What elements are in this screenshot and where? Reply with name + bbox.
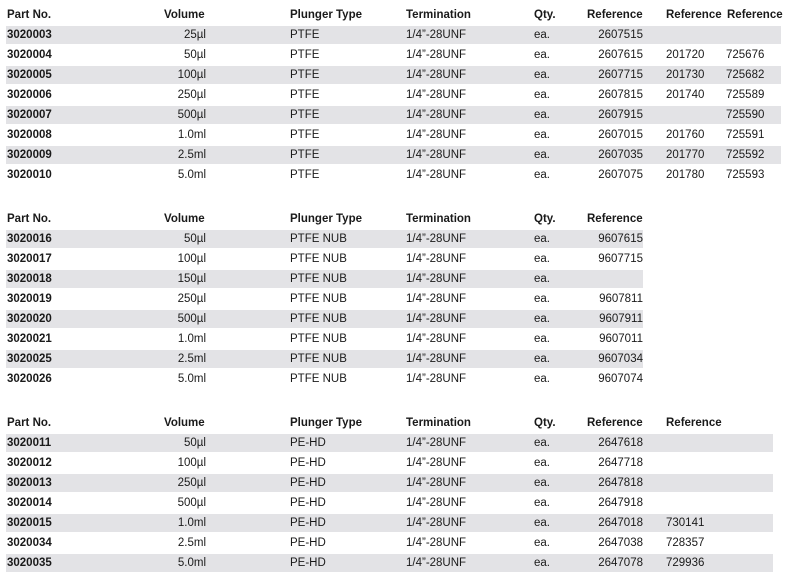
part-no: 3020017 <box>7 253 52 265</box>
termination: 1/4”-28UNF <box>406 457 467 469</box>
termination: 1/4”-28UNF <box>406 273 467 285</box>
termination: 1/4”-28UNF <box>406 313 467 325</box>
plunger-type: PE-HD <box>290 437 326 449</box>
part-no: 3020007 <box>7 109 52 121</box>
reference-1: 2647818 <box>598 477 643 489</box>
part-no: 3020008 <box>7 129 52 141</box>
plunger-type: PTFE NUB <box>290 353 347 365</box>
part-no: 3020016 <box>7 233 52 245</box>
plunger-type: PE-HD <box>290 457 326 469</box>
volume: 1.0ml <box>177 517 206 529</box>
header-plunger-type: Plunger Type <box>290 213 362 225</box>
termination: 1/4”-28UNF <box>406 169 467 181</box>
part-no: 3020034 <box>7 537 52 549</box>
header-volume: Volume <box>164 417 205 429</box>
part-no: 3020003 <box>7 29 52 41</box>
plunger-type: PTFE NUB <box>290 333 347 345</box>
reference-1: 2647718 <box>598 457 643 469</box>
reference-1: 2607915 <box>598 109 643 121</box>
plunger-type: PTFE <box>290 129 320 141</box>
volume: 25µl <box>184 29 206 41</box>
reference-2: 201770 <box>666 149 705 161</box>
reference-3: 725592 <box>726 149 765 161</box>
termination: 1/4”-28UNF <box>406 353 467 365</box>
termination: 1/4”-28UNF <box>406 537 467 549</box>
header-part-no: Part No. <box>7 417 52 429</box>
part-no: 3020004 <box>7 49 52 61</box>
reference-2: 730141 <box>666 517 705 529</box>
reference-3: 725593 <box>726 169 765 181</box>
plunger-type: PE-HD <box>290 557 326 569</box>
qty: ea. <box>534 313 550 325</box>
volume: 50µl <box>184 49 206 61</box>
qty: ea. <box>534 373 550 385</box>
plunger-type: PTFE NUB <box>290 253 347 265</box>
header-part-no: Part No. <box>7 213 52 225</box>
header-plunger-type: Plunger Type <box>290 9 362 21</box>
volume: 250µl <box>177 293 206 305</box>
reference-1: 2607075 <box>598 169 643 181</box>
termination: 1/4”-28UNF <box>406 293 467 305</box>
part-no: 3020025 <box>7 353 52 365</box>
qty: ea. <box>534 293 550 305</box>
qty: ea. <box>534 497 550 509</box>
plunger-type: PTFE NUB <box>290 293 347 305</box>
qty: ea. <box>534 517 550 529</box>
reference-1: 9607911 <box>599 313 643 325</box>
part-no: 3020018 <box>7 273 52 285</box>
reference-2: 201720 <box>666 49 705 61</box>
volume: 500µl <box>177 109 206 121</box>
qty: ea. <box>534 129 550 141</box>
part-no: 3020035 <box>7 557 52 569</box>
plunger-type: PTFE <box>290 169 320 181</box>
qty: ea. <box>534 253 550 265</box>
volume: 2.5ml <box>177 353 206 365</box>
volume: 50µl <box>184 437 206 449</box>
header-reference-3: Reference <box>727 9 783 21</box>
header-termination: Termination <box>406 9 471 21</box>
qty: ea. <box>534 69 550 81</box>
plunger-type: PE-HD <box>290 497 326 509</box>
qty: ea. <box>534 353 550 365</box>
qty: ea. <box>534 169 550 181</box>
plunger-type: PTFE <box>290 29 320 41</box>
plunger-type: PE-HD <box>290 477 326 489</box>
termination: 1/4”-28UNF <box>406 253 467 265</box>
plunger-type: PTFE NUB <box>290 373 347 385</box>
header-qty: Qty. <box>534 9 556 21</box>
qty: ea. <box>534 109 550 121</box>
part-no: 3020015 <box>7 517 52 529</box>
volume: 500µl <box>177 313 206 325</box>
qty: ea. <box>534 89 550 101</box>
part-no: 3020012 <box>7 457 52 469</box>
header-qty: Qty. <box>534 213 556 225</box>
header-volume: Volume <box>164 9 205 21</box>
reference-1: 9607715 <box>598 253 643 265</box>
reference-1: 2647038 <box>598 537 643 549</box>
termination: 1/4”-28UNF <box>406 437 467 449</box>
part-no: 3020021 <box>7 333 52 345</box>
plunger-type: PE-HD <box>290 537 326 549</box>
part-no: 3020019 <box>7 293 52 305</box>
part-no: 3020014 <box>7 497 52 509</box>
qty: ea. <box>534 457 550 469</box>
reference-1: 9607811 <box>599 293 643 305</box>
qty: ea. <box>534 333 550 345</box>
plunger-type: PTFE NUB <box>290 313 347 325</box>
plunger-type: PTFE <box>290 149 320 161</box>
reference-1: 2607815 <box>598 89 643 101</box>
termination: 1/4”-28UNF <box>406 129 467 141</box>
qty: ea. <box>534 477 550 489</box>
termination: 1/4”-28UNF <box>406 333 467 345</box>
volume: 1.0ml <box>177 333 206 345</box>
reference-1: 2647078 <box>598 557 643 569</box>
volume: 2.5ml <box>177 149 206 161</box>
reference-1: 9607011 <box>599 333 643 345</box>
qty: ea. <box>534 29 550 41</box>
plunger-type: PTFE <box>290 109 320 121</box>
reference-2: 729936 <box>666 557 705 569</box>
volume: 100µl <box>177 69 206 81</box>
volume: 1.0ml <box>177 129 206 141</box>
termination: 1/4”-28UNF <box>406 373 467 385</box>
part-no: 3020006 <box>7 89 52 101</box>
qty: ea. <box>534 273 550 285</box>
header-reference-2: Reference <box>666 417 722 429</box>
reference-3: 725590 <box>726 109 765 121</box>
plunger-type: PTFE NUB <box>290 233 347 245</box>
part-no: 3020013 <box>7 477 52 489</box>
header-volume: Volume <box>164 213 205 225</box>
part-no: 3020011 <box>7 437 52 449</box>
part-no: 3020005 <box>7 69 52 81</box>
volume: 150µl <box>177 273 206 285</box>
plunger-type: PE-HD <box>290 517 326 529</box>
reference-1: 9607034 <box>598 353 643 365</box>
header-plunger-type: Plunger Type <box>290 417 362 429</box>
termination: 1/4”-28UNF <box>406 29 467 41</box>
volume: 250µl <box>177 89 206 101</box>
termination: 1/4”-28UNF <box>406 149 467 161</box>
reference-2: 201730 <box>666 69 705 81</box>
termination: 1/4”-28UNF <box>406 497 467 509</box>
header-reference-2: Reference <box>666 9 722 21</box>
reference-3: 725676 <box>726 49 765 61</box>
plunger-type: PTFE <box>290 89 320 101</box>
reference-2: 728357 <box>666 537 705 549</box>
reference-3: 725589 <box>726 89 765 101</box>
volume: 100µl <box>177 253 206 265</box>
plunger-type: PTFE NUB <box>290 273 347 285</box>
reference-1: 9607615 <box>598 233 643 245</box>
part-no: 3020020 <box>7 313 52 325</box>
reference-1: 2607515 <box>598 29 643 41</box>
termination: 1/4”-28UNF <box>406 69 467 81</box>
part-no: 3020026 <box>7 373 52 385</box>
plunger-type: PTFE <box>290 49 320 61</box>
termination: 1/4”-28UNF <box>406 89 467 101</box>
reference-1: 2607015 <box>598 129 643 141</box>
termination: 1/4”-28UNF <box>406 233 467 245</box>
reference-3: 725591 <box>726 129 765 141</box>
volume: 250µl <box>177 477 206 489</box>
volume: 5.0ml <box>177 557 206 569</box>
reference-2: 201740 <box>666 89 705 101</box>
termination: 1/4”-28UNF <box>406 557 467 569</box>
reference-1: 9607074 <box>598 373 643 385</box>
header-reference-1: Reference <box>587 213 643 225</box>
reference-1: 2647618 <box>598 437 643 449</box>
termination: 1/4”-28UNF <box>406 477 467 489</box>
qty: ea. <box>534 233 550 245</box>
qty: ea. <box>534 537 550 549</box>
termination: 1/4”-28UNF <box>406 49 467 61</box>
part-no: 3020009 <box>7 149 52 161</box>
reference-2: 201760 <box>666 129 705 141</box>
qty: ea. <box>534 437 550 449</box>
reference-1: 2647918 <box>598 497 643 509</box>
volume: 2.5ml <box>177 537 206 549</box>
volume: 5.0ml <box>177 373 206 385</box>
header-termination: Termination <box>406 213 471 225</box>
header-part-no: Part No. <box>7 9 52 21</box>
reference-1: 2607035 <box>598 149 643 161</box>
header-reference-1: Reference <box>587 417 643 429</box>
reference-1: 2647018 <box>598 517 643 529</box>
header-termination: Termination <box>406 417 471 429</box>
termination: 1/4”-28UNF <box>406 517 467 529</box>
qty: ea. <box>534 49 550 61</box>
volume: 100µl <box>177 457 206 469</box>
reference-1: 2607715 <box>598 69 643 81</box>
qty: ea. <box>534 149 550 161</box>
plunger-type: PTFE <box>290 69 320 81</box>
part-no: 3020010 <box>7 169 52 181</box>
volume: 500µl <box>177 497 206 509</box>
header-reference-1: Reference <box>587 9 643 21</box>
reference-3: 725682 <box>726 69 765 81</box>
volume: 5.0ml <box>177 169 206 181</box>
volume: 50µl <box>184 233 206 245</box>
header-qty: Qty. <box>534 417 556 429</box>
reference-1: 2607615 <box>598 49 643 61</box>
termination: 1/4”-28UNF <box>406 109 467 121</box>
qty: ea. <box>534 557 550 569</box>
reference-2: 201780 <box>666 169 705 181</box>
